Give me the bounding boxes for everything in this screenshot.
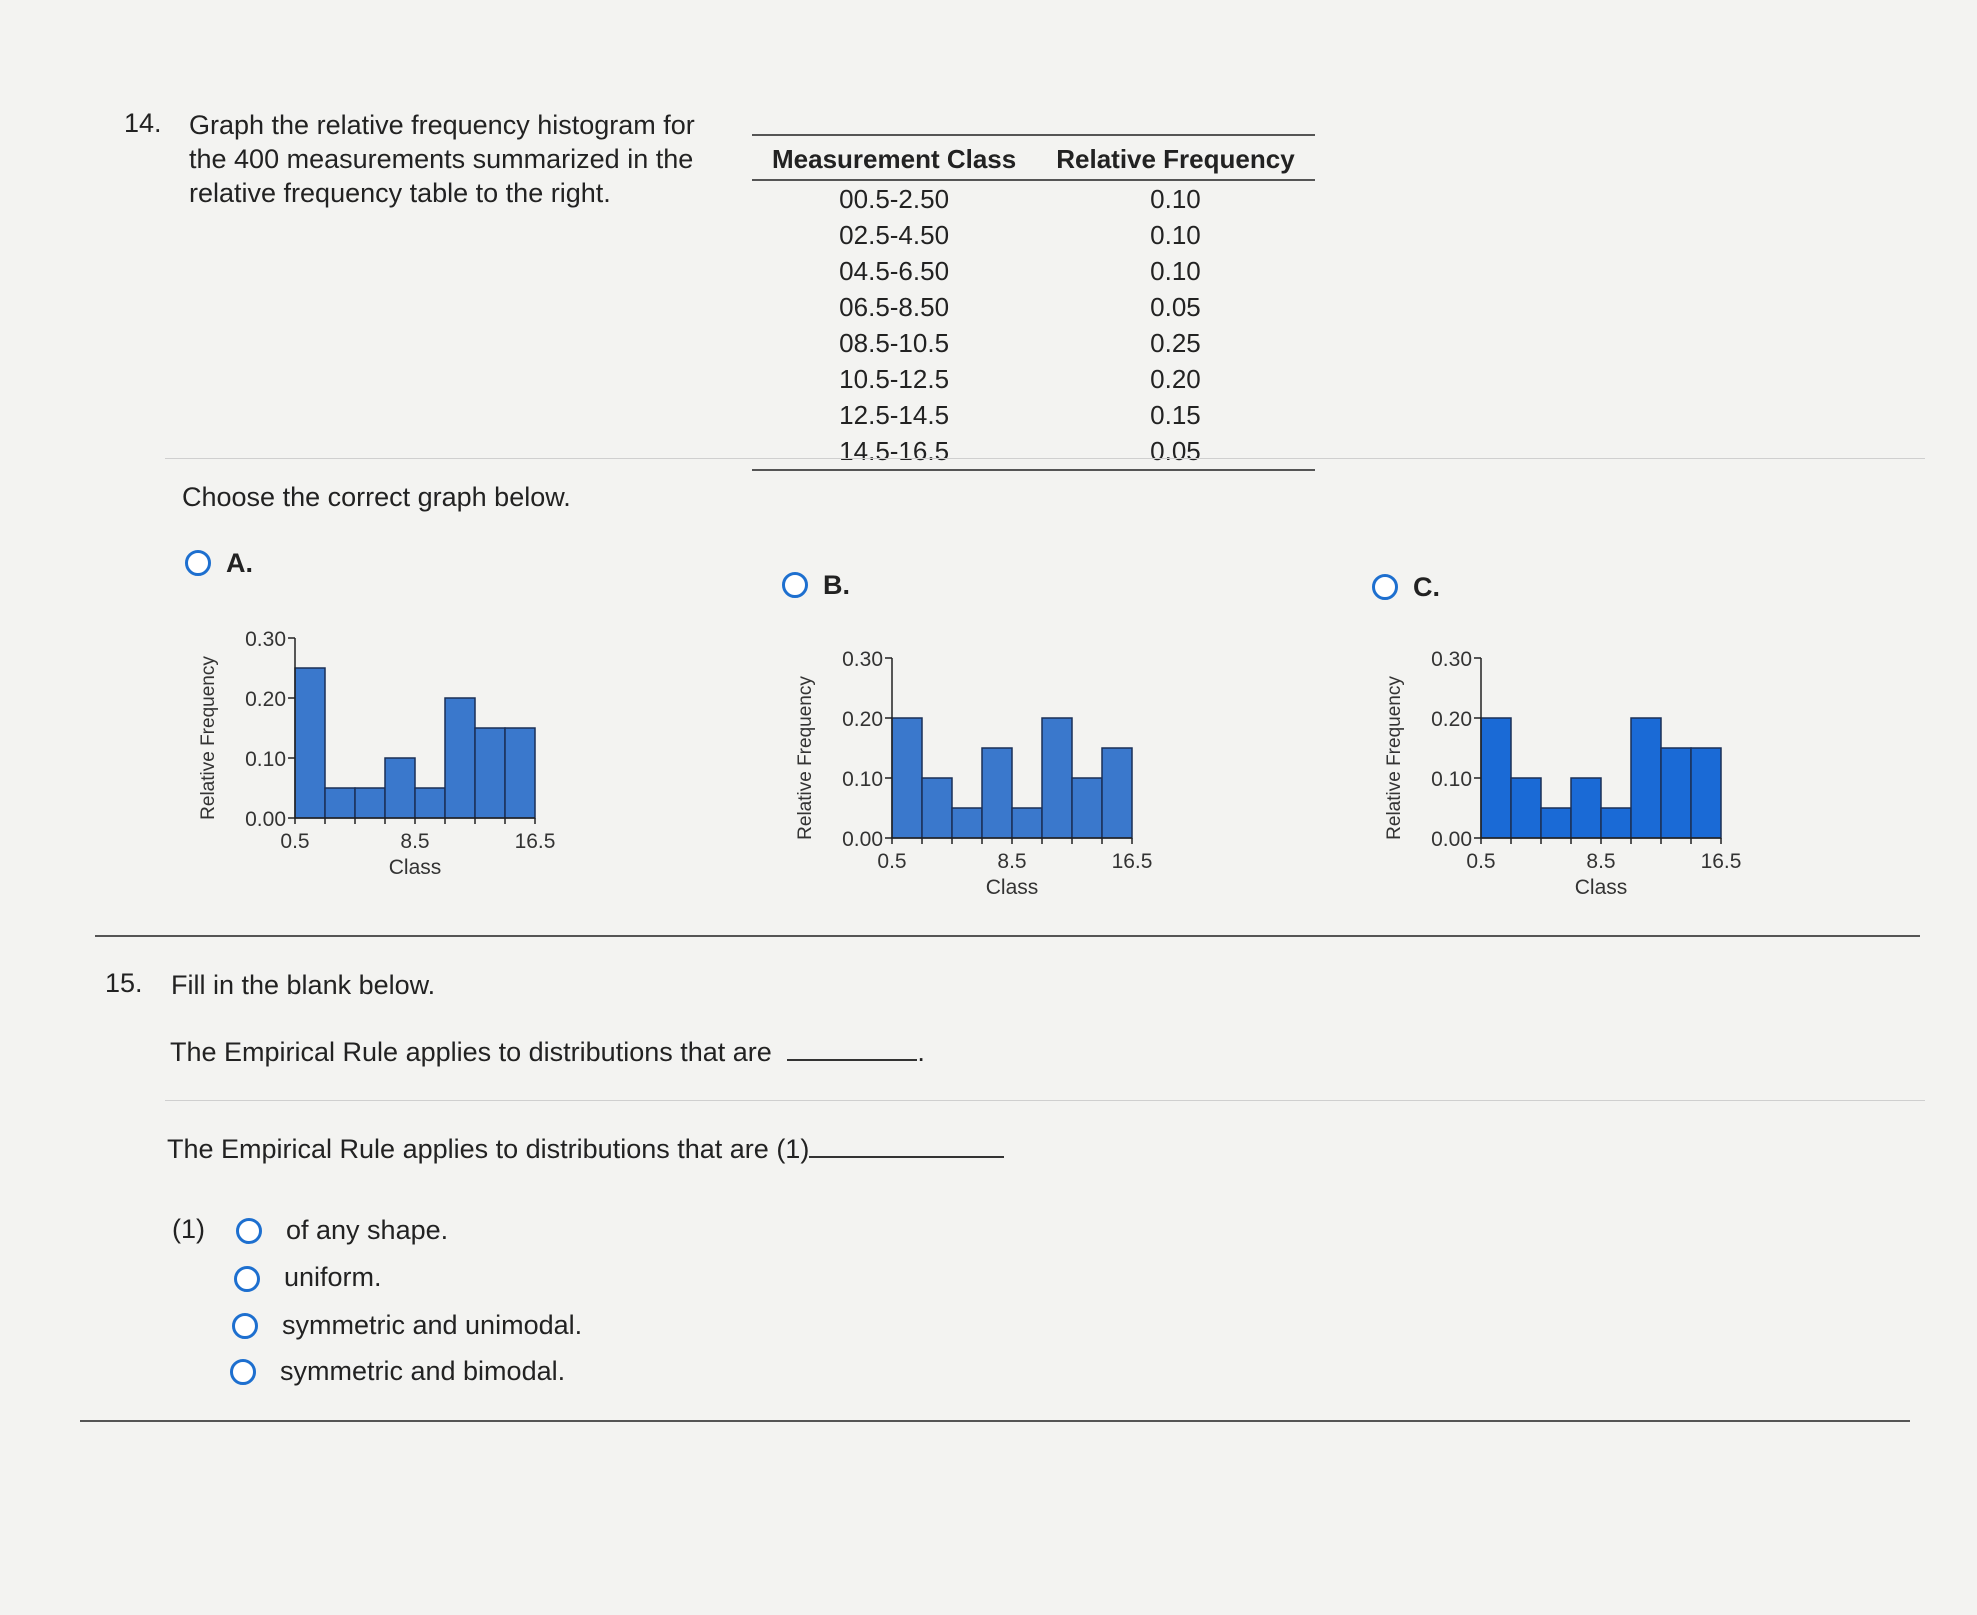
table-cell-class: 00.5-2.50 xyxy=(839,184,950,214)
histogram-option-a xyxy=(190,620,570,900)
histogram-bar xyxy=(475,728,505,818)
option-b-label: B. xyxy=(823,570,850,600)
choice-any-shape-label: of any shape. xyxy=(286,1215,449,1245)
y-tick-label: 0.00 xyxy=(245,808,286,831)
table-cell-class: 08.5-10.5 xyxy=(839,328,950,358)
y-tick-label: 0.10 xyxy=(842,768,883,791)
table-header-frequency: Relative Frequency xyxy=(1036,135,1314,180)
histogram-bar xyxy=(1511,778,1541,838)
histogram-bar xyxy=(445,698,475,818)
x-axis-label: Class xyxy=(1574,876,1628,899)
histogram-option-c xyxy=(1376,640,1756,920)
y-tick-label: 0.10 xyxy=(1431,768,1472,791)
y-tick-label: 0.20 xyxy=(1431,708,1472,731)
histogram-bar xyxy=(505,728,535,818)
y-tick-label: 0.20 xyxy=(245,688,286,711)
table-cell-frequency: 0.10 xyxy=(1150,220,1201,250)
table-cell-class: 14.5-16.5 xyxy=(752,433,1036,470)
table-cell-class: 10.5-12.5 xyxy=(839,364,950,394)
table-cell-frequency: 0.10 xyxy=(1150,184,1201,214)
section-divider-2 xyxy=(165,1100,1925,1101)
histogram-bar xyxy=(385,758,415,818)
histogram-bar xyxy=(1661,748,1691,838)
x-tick-label: 0.5 xyxy=(280,830,310,853)
table-cell-frequency: 0.15 xyxy=(1150,400,1201,430)
dropdown-blank[interactable] xyxy=(809,1130,1004,1158)
table-row xyxy=(752,217,1315,253)
empirical-rule-sentence-2 xyxy=(167,1130,1004,1166)
table-row xyxy=(752,325,1315,361)
choice-uniform-radio[interactable] xyxy=(234,1266,260,1292)
x-axis-label: Class xyxy=(388,856,442,879)
option-b-radio[interactable] xyxy=(782,572,808,598)
question-14-line-3: relative frequency table to the right. xyxy=(189,178,611,208)
x-tick-label: 16.5 xyxy=(1700,850,1742,873)
question-14-text xyxy=(189,108,749,210)
question-14-number: 14. xyxy=(124,108,162,138)
y-tick-label: 0.20 xyxy=(842,708,883,731)
table-cell-frequency: 0.05 xyxy=(1036,433,1314,470)
histogram-bar xyxy=(892,718,922,838)
blank-marker: (1) xyxy=(776,1134,810,1164)
histogram-bar xyxy=(1012,808,1042,838)
choice-group-label: (1) xyxy=(172,1214,205,1244)
choice-symmetric-unimodal-label: symmetric and unimodal. xyxy=(282,1310,583,1340)
table-cell-frequency: 0.10 xyxy=(1150,256,1201,286)
choice-symmetric-bimodal-radio[interactable] xyxy=(230,1359,256,1385)
y-axis-label: Relative Frequency xyxy=(1384,676,1405,840)
table-cell-class: 12.5-14.5 xyxy=(839,400,950,430)
histogram-bar xyxy=(1042,718,1072,838)
question-14-line-2: the 400 measurements summarized in the xyxy=(189,144,694,174)
option-a-label: A. xyxy=(226,548,253,578)
table-row xyxy=(752,253,1315,289)
bottom-divider xyxy=(80,1420,1910,1422)
histogram-option-b xyxy=(787,640,1167,920)
y-tick-label: 0.30 xyxy=(842,648,883,671)
question-14-line-1: Graph the relative frequency histogram for xyxy=(189,110,695,140)
histogram-bar xyxy=(1072,778,1102,838)
choice-symmetric-bimodal-label: symmetric and bimodal. xyxy=(280,1356,566,1386)
x-axis-label: Class xyxy=(985,876,1039,899)
x-tick-label: 8.5 xyxy=(1586,850,1616,873)
histogram-bar xyxy=(1601,808,1631,838)
option-c-label: C. xyxy=(1413,572,1440,602)
option-c-radio[interactable] xyxy=(1372,574,1398,600)
histogram-bar xyxy=(1102,748,1132,838)
y-axis-label: Relative Frequency xyxy=(795,676,816,840)
table-row xyxy=(752,289,1315,325)
empirical-rule-sentence: The Empirical Rule applies to distributions that are . xyxy=(170,1033,925,1069)
histogram-bar xyxy=(1541,808,1571,838)
choice-any-shape-radio[interactable] xyxy=(236,1218,262,1244)
histogram-bar xyxy=(1571,778,1601,838)
histogram-bar xyxy=(1631,718,1661,838)
table-row xyxy=(752,361,1315,397)
question-15-number: 15. xyxy=(105,968,143,998)
table-cell-class: 06.5-8.50 xyxy=(839,292,950,322)
histogram-bar xyxy=(982,748,1012,838)
table-header-class: Measurement Class xyxy=(752,135,1036,180)
table-cell-frequency: 0.25 xyxy=(1150,328,1201,358)
y-tick-label: 0.30 xyxy=(1431,648,1472,671)
histogram-bar xyxy=(922,778,952,838)
y-tick-label: 0.00 xyxy=(842,828,883,851)
choice-uniform-label: uniform. xyxy=(284,1262,382,1292)
relative-frequency-table xyxy=(752,134,1315,471)
histogram-bar xyxy=(1481,718,1511,838)
y-tick-label: 0.00 xyxy=(1431,828,1472,851)
question-15-instruction: Fill in the blank below. xyxy=(171,970,436,1000)
answer-blank xyxy=(787,1033,917,1061)
table-cell-class: 02.5-4.50 xyxy=(839,220,950,250)
y-tick-label: 0.10 xyxy=(245,748,286,771)
x-tick-label: 0.5 xyxy=(1466,850,1496,873)
section-divider xyxy=(165,458,1925,459)
x-tick-label: 0.5 xyxy=(877,850,907,873)
x-tick-label: 8.5 xyxy=(400,830,430,853)
x-tick-label: 8.5 xyxy=(997,850,1027,873)
table-row xyxy=(752,397,1315,433)
table-row xyxy=(752,433,1315,470)
table-cell-frequency: 0.20 xyxy=(1150,364,1201,394)
histogram-bar xyxy=(355,788,385,818)
histogram-bar xyxy=(415,788,445,818)
histogram-bar xyxy=(295,668,325,818)
y-tick-label: 0.30 xyxy=(245,628,286,651)
x-tick-label: 16.5 xyxy=(1111,850,1153,873)
choose-graph-prompt: Choose the correct graph below. xyxy=(182,482,571,512)
option-a-radio[interactable] xyxy=(185,550,211,576)
empirical-rule-sentence-text: The Empirical Rule applies to distributions that are xyxy=(170,1037,772,1067)
x-tick-label: 16.5 xyxy=(514,830,556,853)
question-divider xyxy=(95,935,1920,937)
empirical-rule-sentence-2-text: The Empirical Rule applies to distributions that are xyxy=(167,1134,769,1164)
table-row xyxy=(752,180,1315,217)
histogram-bar xyxy=(1691,748,1721,838)
table-cell-class: 04.5-6.50 xyxy=(839,256,950,286)
choice-symmetric-unimodal-radio[interactable] xyxy=(232,1313,258,1339)
histogram-bar xyxy=(325,788,355,818)
y-axis-label: Relative Frequency xyxy=(198,656,219,820)
table-cell-frequency: 0.05 xyxy=(1150,292,1201,322)
histogram-bar xyxy=(952,808,982,838)
